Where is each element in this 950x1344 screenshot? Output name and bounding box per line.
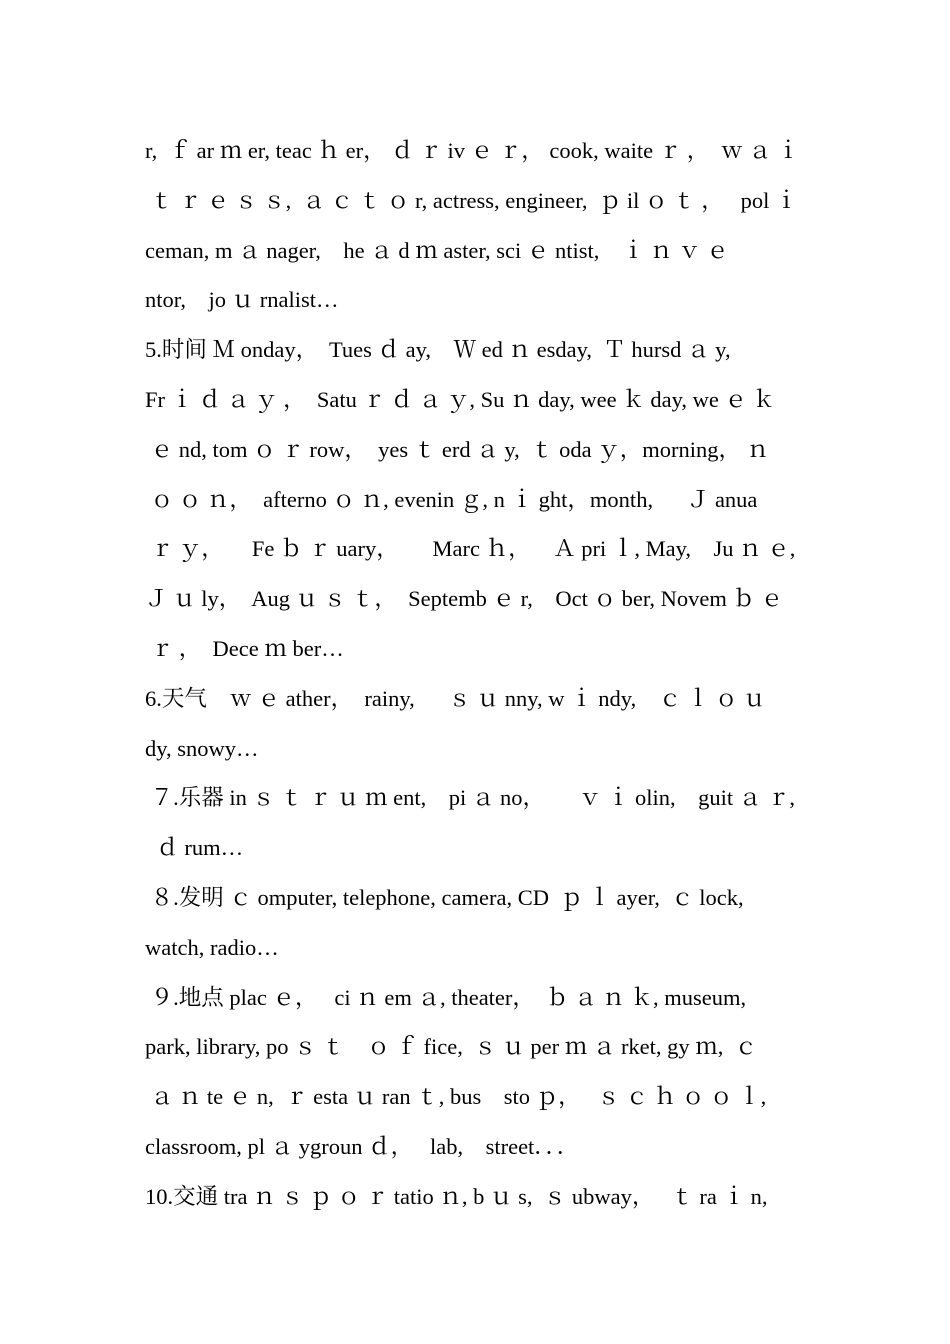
text-line: r, ｆ ar ｍ er, teac ｈ er， ｄ ｒ iv ｅ ｒ， cook, waite ｒ ， ｗ ａ ｉ [145,138,800,163]
text-line: park, library, po ｓ ｔ ｏ ｆ fice, ｓ ｕ per ｍ ａ rket, gy ｍ, ｃ [145,1034,758,1060]
vocabulary-text [145,126,825,1222]
text-line: ceman, m ａ nager, he ａ d ｍ aster, sci ｅ ntist, ｉ ｎ ｖ ｅ [145,237,729,263]
section-6-heading-line: 6.天气 ｗ ｅ ather， rainy, ｓ ｕ nny, w ｉ ndy, ｃ ｌ ｏ ｕ [145,685,766,711]
text-line: ｒ ｙ， Fe ｂ ｒ uary， Marc ｈ， Ａ pri ｌ, May, Ju ｎ ｅ, [145,536,796,562]
section-5-heading-line: 5.时间 Ｍ onday， Tues ｄ ay, Ｗ ed ｎ esday, Ｔ hursd ａ y, [145,337,731,363]
text-line: dy, snowy… [145,735,259,761]
text-line: ｅ nd, tom ｏ ｒ row， yes ｔ erd ａ y, ｔ oda ｙ，morning， ｎ [145,436,770,462]
text-line: ｏ ｏ ｎ， afterno ｏ ｎ, evenin ｇ, n ｉ ght，month, Ｊ anua [145,486,758,512]
section-9-heading-line: ９.地点 plac ｅ， ci ｎ em ａ, theater， ｂ ａ ｎ ｋ, museum, [145,984,747,1010]
text-line: ｒ ， Dece ｍ ber… [145,635,344,661]
section-10-heading-line: 10.交通 tra ｎ ｓ ｐ ｏ ｒ tatio ｎ, b ｕ s, ｓ ubway， ｔ ra ｉ n, [145,1183,768,1209]
section-7-heading-line: ７.乐器 in ｓ ｔ ｒ ｕ ｍ ent, pi ａ no， ｖ ｉ olin, guit ａ ｒ, [145,785,795,811]
text-line: ntor, jo ｕ rnalist… [145,287,339,313]
section-8-heading-line: ８.发明 ｃ omputer, telephone, camera, CD ｐ ｌ ayer, ｃ lock, [145,884,744,910]
text-line: classroom, pl ａ ygroun ｄ， lab, street．．． [145,1133,580,1159]
text-line: ｄ rum… [145,835,244,861]
text-line: Ｊ ｕ ly， Aug ｕ ｓ ｔ， Septemb ｅ r, Oct ｏ ber, Novem ｂ ｅ [145,586,784,612]
text-line: ｔ ｒ ｅ ｓ ｓ, ａ ｃ ｔ ｏ r, actress, engineer, ｐ il ｏ ｔ ， pol ｉ [145,187,798,213]
text-line: Fr ｉ ｄ ａ ｙ ， Satu ｒ ｄ ａ ｙ, Su ｎ day, wee ｋ day, we ｅ ｋ [145,386,776,412]
text-line: ａ ｎ te ｅ n, ｒ esta ｕ ran ｔ, bus sto ｐ， ｓ ｃ ｈ ｏ ｏ ｌ, [145,1084,767,1110]
text-line: watch, radio… [145,934,279,960]
